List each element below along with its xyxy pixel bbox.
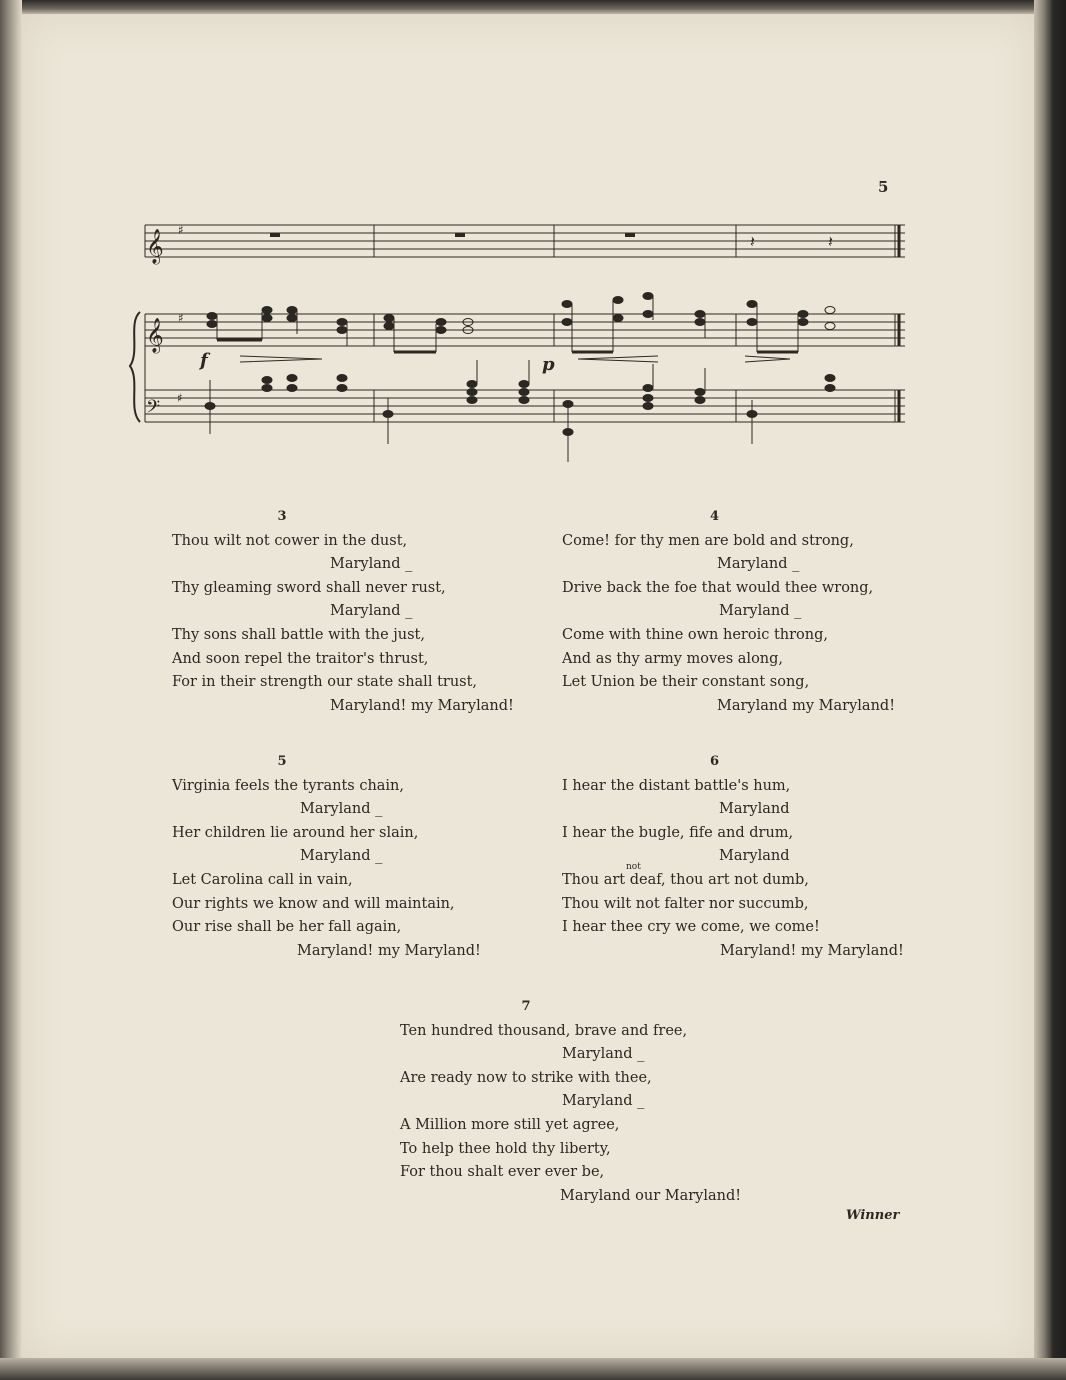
book-bottom-edge xyxy=(0,1358,1066,1380)
refrain-line: Maryland _ xyxy=(330,603,413,620)
lyric-line: Come! for thy men are bold and strong, xyxy=(562,532,854,549)
refrain-line: Maryland _ xyxy=(562,1093,645,1110)
lyric-line: For in their strength our state shall trust, xyxy=(172,674,478,691)
refrain-line: Maryland _ xyxy=(717,556,800,573)
treble-clef-icon: 𝄞 xyxy=(146,229,164,264)
refrain-line: Maryland my Maryland! xyxy=(717,697,896,714)
bass-clef-icon: 𝄢 xyxy=(146,397,161,422)
lyric-line: Ten hundred thousand, brave and free, xyxy=(400,1022,688,1039)
refrain-line: Maryland! my Maryland! xyxy=(297,942,481,959)
handwritten-insertion: not xyxy=(626,861,641,872)
lyric-line: Let Carolina call in vain, xyxy=(172,871,353,888)
svg-text:𝄽: 𝄽 xyxy=(750,232,755,251)
refrain-line: Maryland! my Maryland! xyxy=(720,942,904,959)
lyric-line: Drive back the foe that would thee wrong, xyxy=(562,579,874,596)
lyric-line: Thou wilt not falter nor succumb, xyxy=(562,895,809,912)
svg-text:♯: ♯ xyxy=(178,223,184,237)
piano-marking: p xyxy=(542,354,555,375)
lyric-line: Our rise shall be her fall again, xyxy=(172,919,402,936)
stanza-6 xyxy=(562,750,912,963)
refrain-line: Maryland! my Maryland! xyxy=(330,697,514,714)
refrain-line: Maryland xyxy=(719,848,790,865)
refrain-line: Maryland _ xyxy=(719,603,802,620)
stanza-3 xyxy=(172,505,517,718)
svg-text:♯: ♯ xyxy=(178,311,184,325)
voice-staff xyxy=(145,225,905,257)
lyric-text: Thou art deaf, thou art not dumb, xyxy=(562,871,809,888)
stanza-number: 6 xyxy=(709,754,720,769)
lyric-line: Come with thine own heroic throng, xyxy=(562,626,829,643)
lyric-line: Her children lie around her slain, xyxy=(172,824,419,841)
lyric-line xyxy=(562,861,912,893)
forte-marking: f xyxy=(200,350,208,371)
lyric-line: I hear thee cry we come, we come! xyxy=(562,919,820,936)
stanza-5 xyxy=(172,750,517,963)
author-signature: Winner xyxy=(846,1208,900,1223)
lyric-line: To help thee hold thy liberty, xyxy=(400,1140,611,1157)
stanza-number: 4 xyxy=(709,509,720,524)
lyric-line: Thy gleaming sword shall never rust, xyxy=(172,579,446,596)
treble-clef-icon: 𝄞 xyxy=(146,318,164,353)
lyric-line: Thou wilt not cower in the dust, xyxy=(172,532,408,549)
stanza-number: 7 xyxy=(521,999,531,1014)
refrain-line: Maryland _ xyxy=(562,1046,645,1063)
svg-text:𝄽: 𝄽 xyxy=(828,232,833,251)
lyric-line: For thou shalt ever ever be, xyxy=(400,1164,605,1181)
refrain-line: Maryland xyxy=(719,801,790,818)
music-score xyxy=(0,0,1066,480)
lyric-line: Our rights we know and will maintain, xyxy=(172,895,455,912)
lyric-line: And as thy army moves along, xyxy=(562,650,784,667)
lyric-line: Thy sons shall battle with the just, xyxy=(172,626,425,643)
lyric-line: I hear the distant battle's hum, xyxy=(562,777,791,794)
lyric-line: I hear the bugle, fife and drum, xyxy=(562,824,794,841)
refrain-line: Maryland our Maryland! xyxy=(560,1187,742,1204)
refrain-line: Maryland _ xyxy=(330,556,413,573)
lyric-line: Are ready now to strike with thee, xyxy=(400,1069,652,1086)
lyric-line: Virginia feels the tyrants chain, xyxy=(172,777,405,794)
stanza-4 xyxy=(562,505,912,718)
stanza-number: 3 xyxy=(277,509,287,524)
stanza-number: 5 xyxy=(277,754,287,769)
lyric-line: Let Union be their constant song, xyxy=(562,674,810,691)
page-number: 5 xyxy=(878,178,889,196)
refrain-line: Maryland _ xyxy=(300,848,383,865)
refrain-line: Maryland _ xyxy=(300,801,383,818)
svg-text:♯: ♯ xyxy=(177,391,183,405)
lyric-line: And soon repel the traitor's thrust, xyxy=(172,650,429,667)
stanza-7 xyxy=(400,995,800,1208)
lyric-line: A Million more still yet agree, xyxy=(400,1116,620,1133)
